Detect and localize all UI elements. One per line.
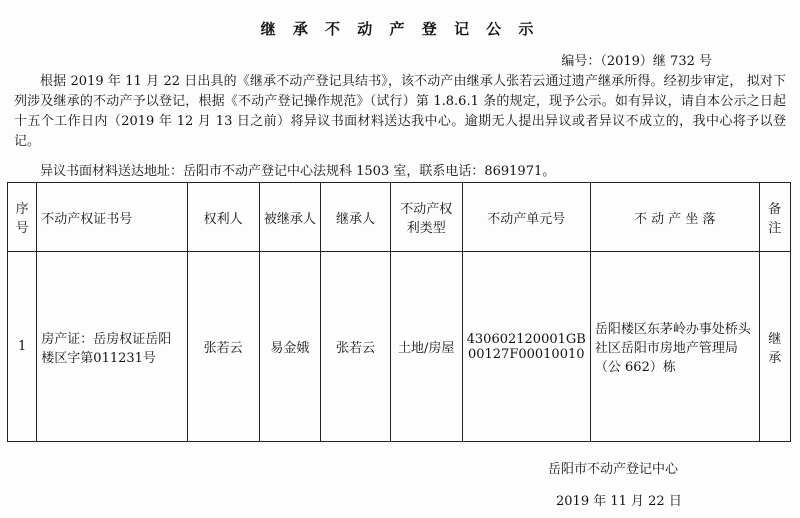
header-holder: 权利人: [187, 183, 259, 252]
table-header-row: [8, 183, 791, 252]
header-location: 不 动 产 坐 落: [590, 183, 759, 252]
header-cert: 不动产权证书号: [37, 183, 188, 252]
header-decedent: 被继承人: [259, 183, 321, 252]
cell-location: 岳阳楼区东茅岭办事处桥头社区岳阳市房地产管理局（公 662）栋: [590, 252, 759, 442]
header-heir: 继承人: [321, 183, 391, 252]
issuing-organization: 岳阳市不动产登记中心: [548, 462, 679, 477]
cell-unit: 430602120001GB00127F00010010: [462, 252, 590, 442]
header-remark: 备注: [759, 183, 790, 252]
notice-paragraph: 根据 2019 年 11 月 22 日出具的《继承不动产登记具结书》，该不动产由继承人张若云通过遗产继承所得。经初步审定， 拟对下列涉及继承的不动产予以登记，根据《不动产登记操作规范》（试行）第 1.8.6.1 条的规定，现予公示。如有异议，请自本公示之日起十五个工作日内（2019 年 12 月 13 日之前）将异议书面材料送达我中心。逾期无人提出异议或者异议不成立的，我中心将予以登记。: [14, 74, 786, 149]
issue-date: 2019 年 11 月 22 日: [556, 494, 682, 509]
objection-address: 异议书面材料送达地址：岳阳市不动产登记中心法规科 1503 室，联系电话：8691971。: [40, 164, 556, 179]
header-no: 序号: [8, 183, 37, 252]
notice-title: 继 承 不 动 产 登 记 公 示: [260, 20, 540, 38]
cell-heir: 张若云: [321, 252, 391, 442]
cell-remark: 继承: [759, 252, 790, 442]
table-row: [8, 252, 791, 442]
cell-decedent: 易金娥: [259, 252, 321, 442]
cell-type: 土地/房屋: [390, 252, 462, 442]
notice-body: [14, 72, 786, 152]
cell-holder: 张若云: [187, 252, 259, 442]
header-type: 不动产权利类型: [390, 183, 462, 252]
document-number: 编号：（2019）继 732 号: [561, 54, 712, 69]
registration-table: [7, 182, 791, 442]
cell-cert: 房产证：岳房权证岳阳楼区字第011231号: [37, 252, 188, 442]
header-unit: 不动产单元号: [462, 183, 590, 252]
cell-no: 1: [8, 252, 37, 442]
